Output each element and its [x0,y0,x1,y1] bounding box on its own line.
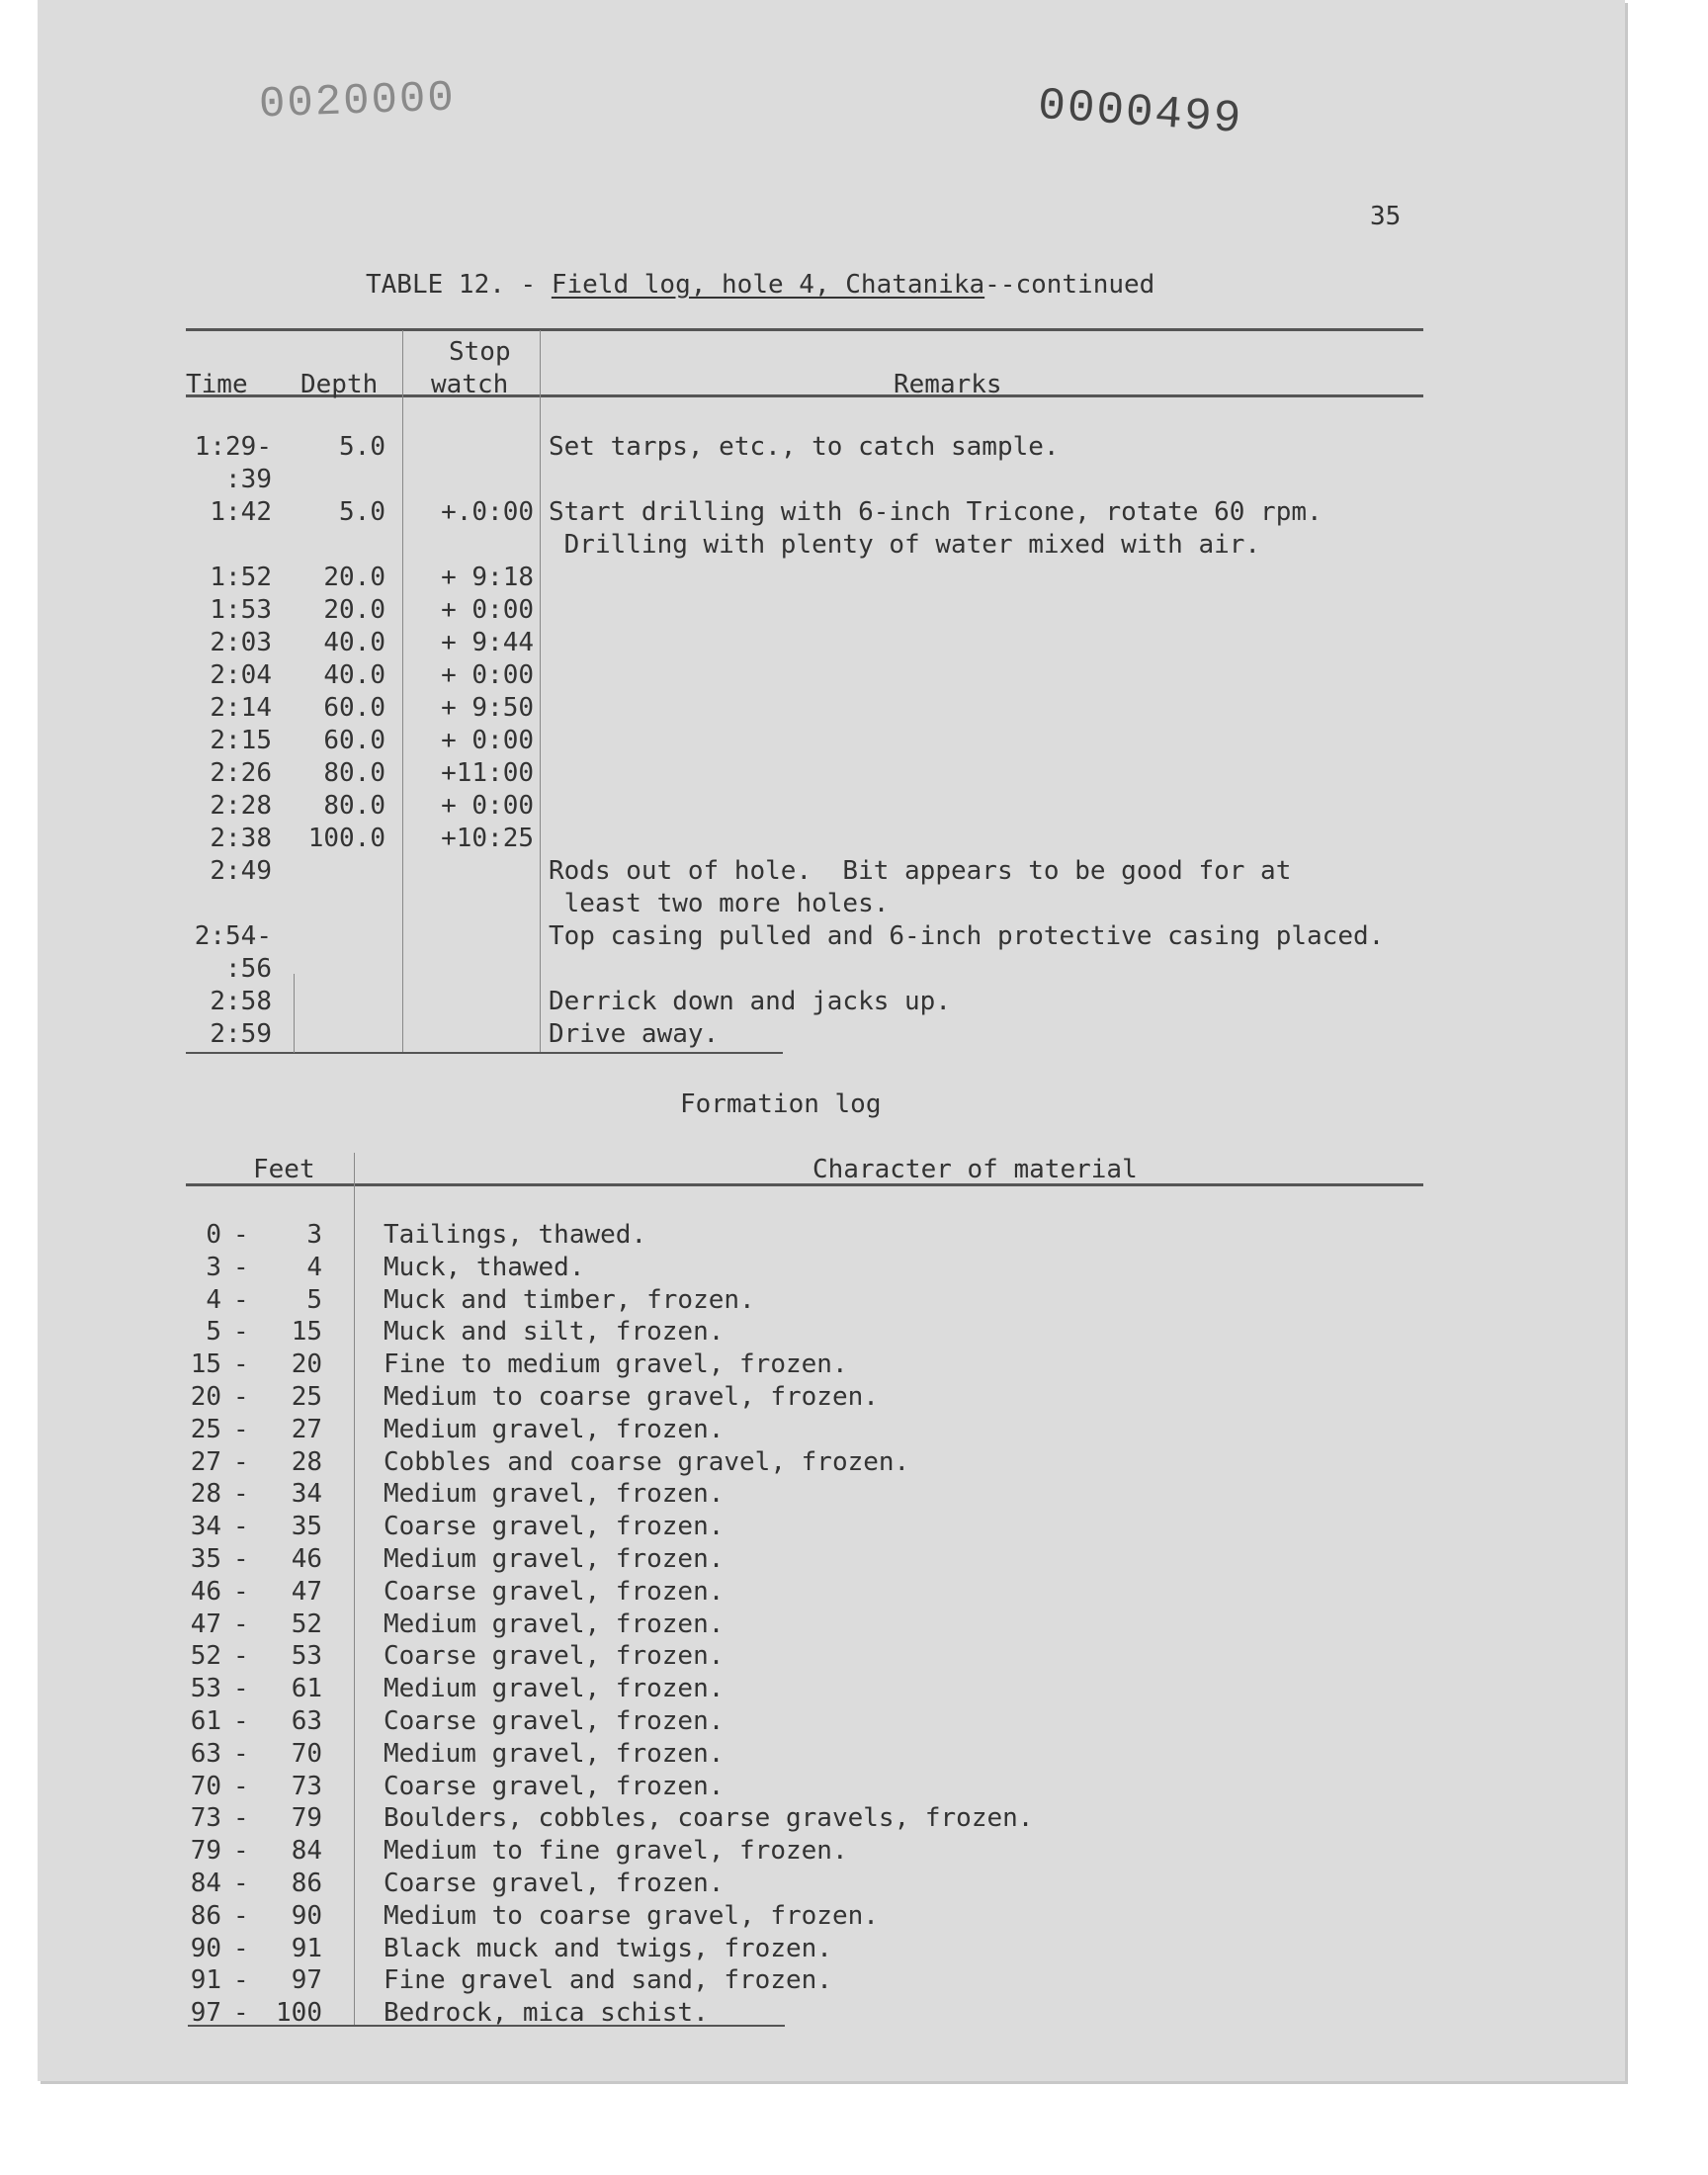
formation-range-dash: - [233,1739,249,1769]
formation-range-dash: - [233,1512,249,1541]
field-log-depth: 60.0 [323,693,385,723]
formation-range-dash: - [233,1706,249,1736]
formation-range-dash: - [233,1610,249,1639]
formation-range-dash: - [233,1415,249,1444]
formation-character: Medium gravel, frozen. [384,1415,725,1444]
formation-range-dash: - [233,1382,249,1412]
field-log-time: 2:28 [210,791,272,821]
field-log-depth: 80.0 [323,791,385,821]
header-watch: watch [431,370,509,399]
field-log-depth: 40.0 [323,628,385,657]
field-log-stopwatch: + 9:44 [441,628,534,657]
formation-character: Coarse gravel, frozen. [384,1772,725,1801]
formation-from-feet: 61 [190,1706,221,1736]
field-log-remark: Derrick down and jacks up. [549,987,951,1016]
formation-range-dash: - [233,1285,249,1315]
field-log-remark: Top casing pulled and 6-inch protective casing placed. [549,921,1385,951]
header-remarks: Remarks [894,370,1002,399]
formation-from-feet: 34 [190,1512,221,1541]
field-log-remark: Rods out of hole. Bit appears to be good for at [549,856,1292,886]
field-log-top-rule [186,328,1423,331]
field-log-time: 1:53 [210,595,272,625]
field-log-stopwatch: + 9:18 [441,563,534,592]
header-time: Time [186,370,248,399]
field-log-time: 2:14 [210,693,272,723]
field-log-depth: 40.0 [323,660,385,690]
stamp-number-left: 0020000 [258,73,457,130]
field-log-col-divider [294,974,295,1053]
formation-character: Muck, thawed. [384,1253,585,1282]
formation-to-feet: 47 [291,1577,322,1607]
field-log-time: 1:42 [210,497,272,527]
formation-to-feet: 97 [291,1965,322,1995]
formation-character: Fine to medium gravel, frozen. [384,1349,848,1379]
formation-from-feet: 27 [190,1447,221,1477]
header-character: Character of material [812,1155,1138,1184]
formation-from-feet: 52 [190,1641,221,1671]
field-log-time: :56 [225,954,272,984]
formation-to-feet: 63 [291,1706,322,1736]
field-log-time: 1:29- [194,432,272,462]
field-log-depth: 20.0 [323,563,385,592]
formation-character: Black muck and twigs, frozen. [384,1934,832,1963]
field-log-remark: Set tarps, etc., to catch sample. [549,432,1060,462]
header-stop: Stop [449,337,511,367]
formation-character: Coarse gravel, frozen. [384,1512,725,1541]
field-log-stopwatch: + 9:50 [441,693,534,723]
formation-range-dash: - [233,1869,249,1898]
title-underlined: Field log, hole 4, Chatanika [551,270,985,300]
formation-character: Medium gravel, frozen. [384,1739,725,1769]
formation-character: Coarse gravel, frozen. [384,1577,725,1607]
field-log-time: 2:26 [210,758,272,788]
formation-to-feet: 86 [291,1869,322,1898]
formation-character: Medium gravel, frozen. [384,1479,725,1509]
formation-character: Coarse gravel, frozen. [384,1869,725,1898]
formation-from-feet: 73 [190,1803,221,1833]
field-log-col-divider [402,330,403,1052]
formation-character: Medium to coarse gravel, frozen. [384,1382,879,1412]
formation-from-feet: 3 [206,1253,221,1282]
field-log-time: 1:52 [210,563,272,592]
formation-to-feet: 70 [291,1739,322,1769]
formation-character: Fine gravel and sand, frozen. [384,1965,832,1995]
formation-character: Muck and silt, frozen. [384,1317,725,1347]
field-log-col-divider [540,330,541,1052]
table-title [366,270,1154,300]
field-log-stopwatch: +10:25 [441,824,534,853]
formation-to-feet: 84 [291,1836,322,1866]
formation-to-feet: 20 [291,1349,322,1379]
formation-character: Coarse gravel, frozen. [384,1706,725,1736]
field-log-stopwatch: + 0:00 [441,726,534,755]
formation-col-divider [354,1153,355,2025]
formation-to-feet: 73 [291,1772,322,1801]
formation-character: Coarse gravel, frozen. [384,1641,725,1671]
header-feet: Feet [253,1155,315,1184]
formation-character: Bedrock, mica schist. [384,1998,709,2028]
formation-character: Tailings, thawed. [384,1220,647,1250]
header-depth: Depth [300,370,379,399]
field-log-time: 2:49 [210,856,272,886]
formation-range-dash: - [233,1220,249,1250]
field-log-depth: 60.0 [323,726,385,755]
formation-character: Medium to coarse gravel, frozen. [384,1901,879,1931]
title-prefix: TABLE 12. - [366,270,552,300]
formation-range-dash: - [233,1317,249,1347]
formation-to-feet: 34 [291,1479,322,1509]
formation-to-feet: 46 [291,1544,322,1574]
field-log-depth: 100.0 [307,824,385,853]
formation-to-feet: 91 [291,1934,322,1963]
formation-range-dash: - [233,1836,249,1866]
formation-to-feet: 4 [306,1253,322,1282]
formation-from-feet: 15 [190,1349,221,1379]
formation-character: Cobbles and coarse gravel, frozen. [384,1447,910,1477]
field-log-time: 2:15 [210,726,272,755]
formation-range-dash: - [233,1447,249,1477]
formation-from-feet: 84 [190,1869,221,1898]
title-suffix: --continued [984,270,1155,300]
formation-range-dash: - [233,1998,249,2028]
formation-from-feet: 90 [190,1934,221,1963]
formation-to-feet: 35 [291,1512,322,1541]
formation-from-feet: 63 [190,1739,221,1769]
formation-range-dash: - [233,1641,249,1671]
formation-range-dash: - [233,1544,249,1574]
formation-to-feet: 15 [291,1317,322,1347]
formation-range-dash: - [233,1577,249,1607]
formation-to-feet: 27 [291,1415,322,1444]
field-log-depth: 5.0 [339,432,385,462]
formation-from-feet: 86 [190,1901,221,1931]
formation-character: Medium gravel, frozen. [384,1674,725,1703]
formation-to-feet: 100 [276,1998,322,2028]
field-log-depth: 80.0 [323,758,385,788]
formation-to-feet: 25 [291,1382,322,1412]
formation-from-feet: 47 [190,1610,221,1639]
formation-range-dash: - [233,1901,249,1931]
formation-from-feet: 20 [190,1382,221,1412]
formation-header-rule [186,1183,1423,1186]
formation-to-feet: 61 [291,1674,322,1703]
field-log-remark: Drilling with plenty of water mixed with air. [549,530,1261,560]
formation-range-dash: - [233,1965,249,1995]
formation-to-feet: 28 [291,1447,322,1477]
field-log-stopwatch: +.0:00 [441,497,534,527]
field-log-time: :39 [225,465,272,494]
formation-range-dash: - [233,1349,249,1379]
formation-from-feet: 79 [190,1836,221,1866]
field-log-stopwatch: +11:00 [441,758,534,788]
formation-character: Boulders, cobbles, coarse gravels, frozen. [384,1803,1034,1833]
formation-from-feet: 97 [190,1998,221,2028]
formation-range-dash: - [233,1803,249,1833]
formation-from-feet: 5 [206,1317,221,1347]
field-log-bottom-rule [186,1052,783,1054]
formation-range-dash: - [233,1253,249,1282]
field-log-remark: Drive away. [549,1019,720,1049]
formation-from-feet: 35 [190,1544,221,1574]
formation-to-feet: 5 [306,1285,322,1315]
formation-from-feet: 70 [190,1772,221,1801]
field-log-stopwatch: + 0:00 [441,791,534,821]
formation-from-feet: 91 [190,1965,221,1995]
formation-to-feet: 79 [291,1803,322,1833]
field-log-depth: 5.0 [339,497,385,527]
field-log-time: 2:58 [210,987,272,1016]
field-log-remark: Start drilling with 6-inch Tricone, rotate 60 rpm. [549,497,1323,527]
formation-character: Medium gravel, frozen. [384,1544,725,1574]
formation-from-feet: 46 [190,1577,221,1607]
formation-to-feet: 3 [306,1220,322,1250]
formation-range-dash: - [233,1934,249,1963]
formation-to-feet: 52 [291,1610,322,1639]
formation-from-feet: 25 [190,1415,221,1444]
field-log-time: 2:03 [210,628,272,657]
field-log-time: 2:04 [210,660,272,690]
formation-range-dash: - [233,1772,249,1801]
formation-range-dash: - [233,1479,249,1509]
field-log-remark: least two more holes. [549,889,890,918]
formation-from-feet: 0 [206,1220,221,1250]
formation-from-feet: 28 [190,1479,221,1509]
formation-from-feet: 53 [190,1674,221,1703]
field-log-stopwatch: + 0:00 [441,595,534,625]
field-log-time: 2:38 [210,824,272,853]
formation-character: Medium to fine gravel, frozen. [384,1836,848,1866]
formation-range-dash: - [233,1674,249,1703]
field-log-depth: 20.0 [323,595,385,625]
page-number: 35 [1370,202,1402,231]
field-log-stopwatch: + 0:00 [441,660,534,690]
formation-from-feet: 4 [206,1285,221,1315]
field-log-time: 2:54- [194,921,272,951]
formation-to-feet: 53 [291,1641,322,1671]
formation-to-feet: 90 [291,1901,322,1931]
formation-log-title: Formation log [680,1089,882,1119]
formation-character: Muck and timber, frozen. [384,1285,755,1315]
formation-character: Medium gravel, frozen. [384,1610,725,1639]
stamp-number-right: 0000499 [1036,79,1244,146]
field-log-time: 2:59 [210,1019,272,1049]
